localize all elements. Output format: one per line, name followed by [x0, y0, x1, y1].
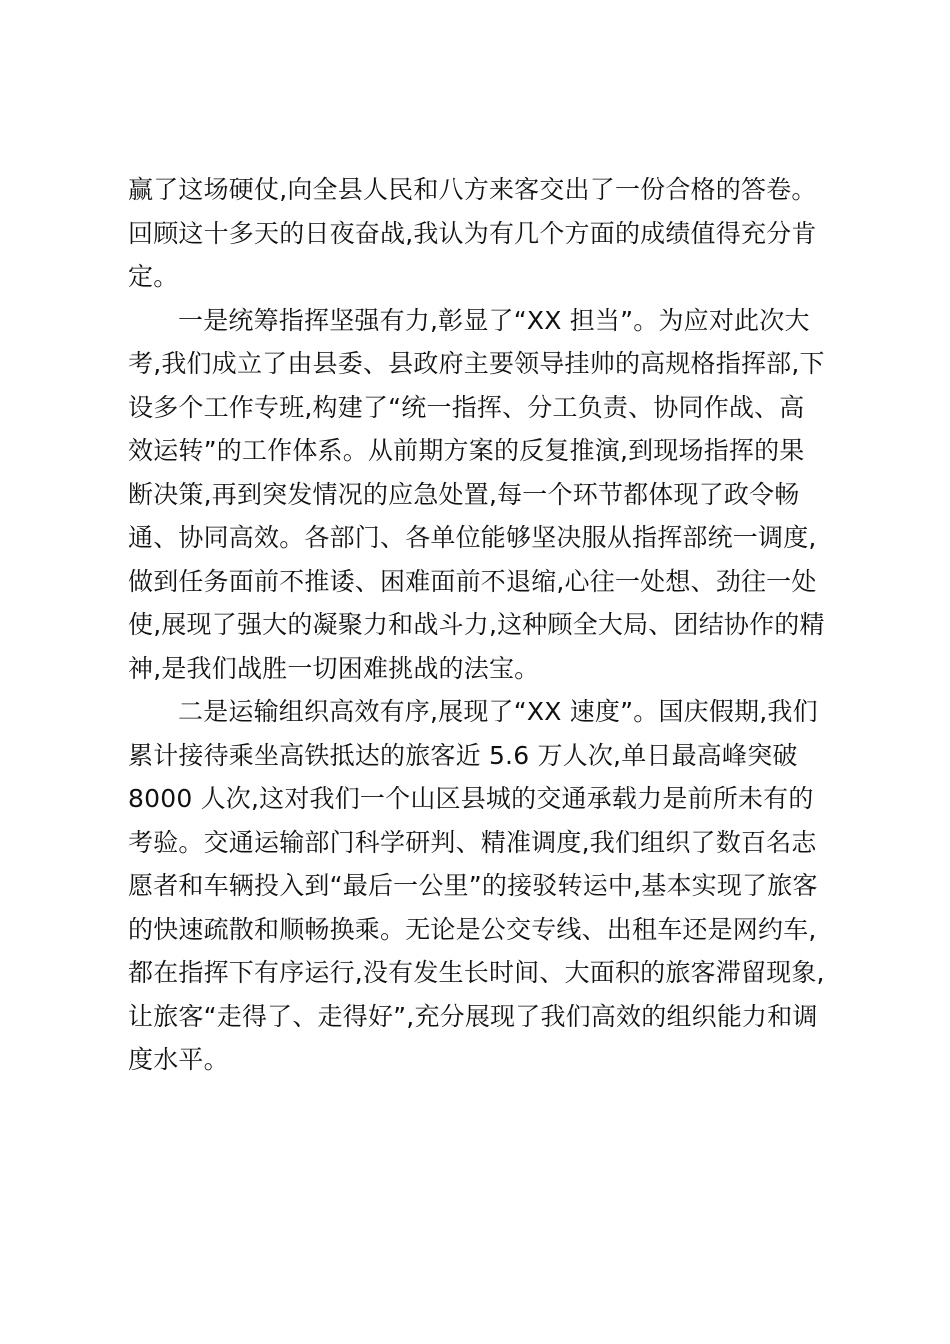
text-line: 愿者和车辆投入到“最后一公里”的接驳转运中,基本实现了旅客	[128, 871, 818, 900]
text-line: 累计接待乘坐高铁抵达的旅客近 5.6 万人次,单日最高峰突破	[128, 740, 798, 770]
paragraph-2	[128, 299, 833, 691]
text-line: 使,展现了强大的凝聚力和战斗力,这种顾全大局、团结协作的精	[128, 610, 825, 639]
text-line: 做到任务面前不推诿、困难面前不退缩,心往一处想、劲往一处	[128, 566, 817, 596]
text-line: 回顾这十多天的日夜奋战,我认为有几个方面的成绩值得充分肯	[128, 218, 817, 248]
text-line: 断决策,再到突发情况的应急处置,每一个环节都体现了政令畅	[128, 479, 800, 509]
paragraph-3	[128, 690, 833, 1082]
text-line: 8000 人次,这对我们一个山区县城的交通承载力是前所未有的	[128, 784, 814, 813]
text-line: 的快速疏散和顺畅换乘。无论是公交专线、出租车还是网约车,	[128, 914, 817, 944]
text-line: 设多个工作专班,构建了“统一指挥、分工负责、协同作战、高	[128, 392, 805, 422]
text-line: 神,是我们战胜一切困难挑战的法宝。	[128, 653, 540, 683]
text-line: 通、协同高效。各部门、各单位能够坚决服从指挥部统一调度,	[128, 523, 817, 552]
paragraph-1	[128, 168, 833, 299]
document-body	[128, 168, 833, 1082]
text-line: 一是统筹指挥坚强有力,彰显了“XX 担当”。为应对此次大	[178, 305, 810, 335]
text-line: 定。	[128, 262, 179, 291]
text-line: 二是运输组织高效有序,展现了“XX 速度”。国庆假期,我们	[178, 697, 818, 726]
text-line: 都在指挥下有序运行,没有发生长时间、大面积的旅客滞留现象,	[128, 958, 825, 987]
text-line: 度水平。	[128, 1045, 229, 1074]
text-line: 考,我们成立了由县委、县政府主要领导挂帅的高规格指挥部,下	[128, 349, 825, 378]
text-line: 效运转”的工作体系。从前期方案的反复推演,到现场指挥的果	[128, 436, 805, 465]
text-line: 赢了这场硬仗,向全县人民和八方来客交出了一份合格的答卷。	[128, 175, 817, 204]
text-line: 让旅客“走得了、走得好”,充分展现了我们高效的组织能力和调	[128, 1001, 818, 1031]
text-line: 考验。交通运输部门科学研判、精准调度,我们组织了数百名志	[128, 827, 817, 857]
